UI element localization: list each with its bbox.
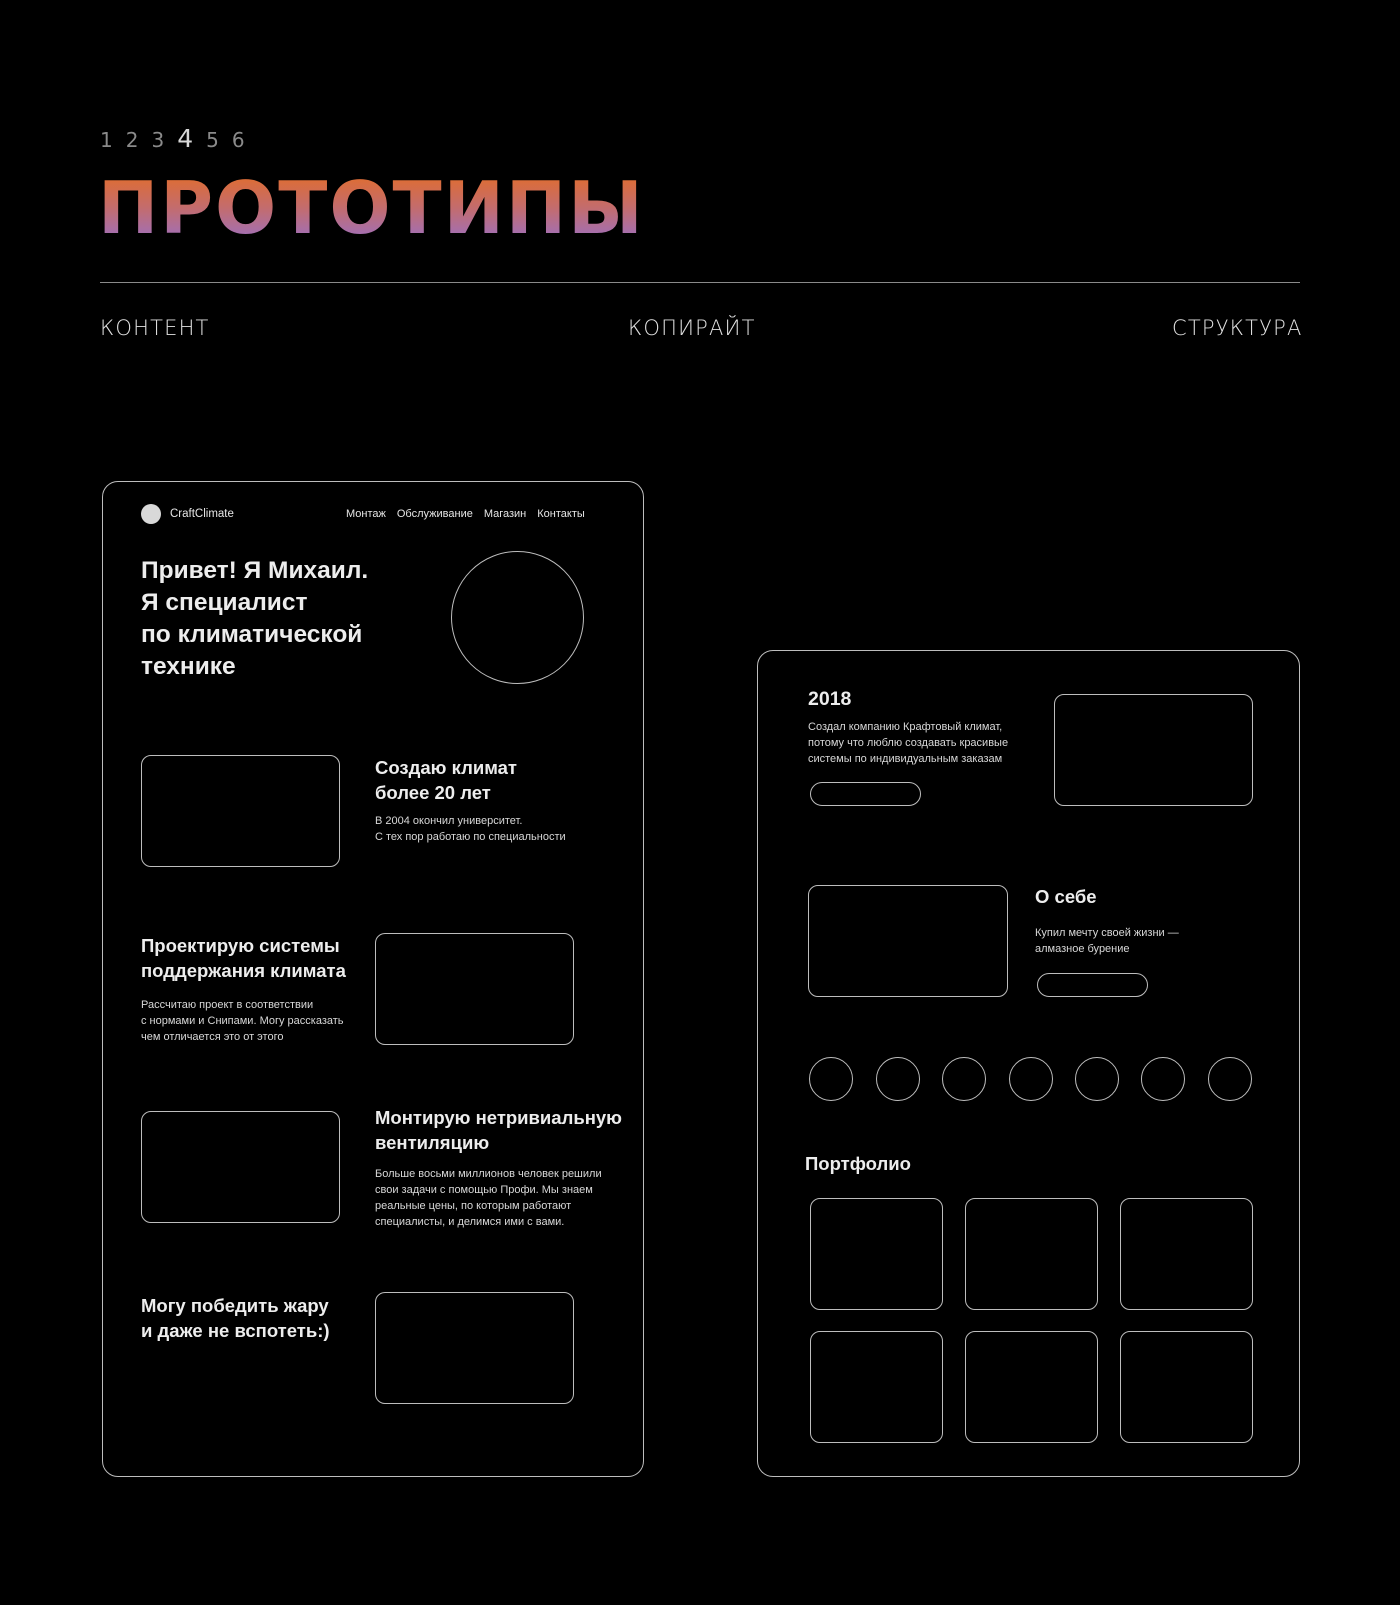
section-title: Проектирую системы поддержания климата <box>141 935 346 981</box>
section-title: Монтирую нетривиальную вентиляцию <box>375 1107 622 1153</box>
step-indicator <box>100 124 245 153</box>
logo-text[interactable]: CraftClimate <box>170 508 234 520</box>
portfolio-item[interactable] <box>965 1198 1098 1310</box>
nav-item-mounting[interactable]: Монтаж <box>346 508 386 520</box>
section-text: Рассчитаю проект в соответствии с нормами и Снипами. Могу рассказать чем отличается это от этого <box>141 999 344 1043</box>
portfolio-item[interactable] <box>810 1198 943 1310</box>
image-placeholder <box>808 885 1008 997</box>
year-text: Создал компанию Крафтовый климат, потому что люблю создавать красивые системы по индивидуальным заказам <box>808 721 1009 765</box>
step-5[interactable]: 5 <box>206 128 219 152</box>
circle-placeholder[interactable] <box>1009 1057 1053 1101</box>
category-copywriting: КОПИРАЙТ <box>628 316 756 340</box>
category-structure: СТРУКТУРА <box>1172 316 1303 340</box>
nav-item-shop[interactable]: Магазин <box>483 508 527 520</box>
top-nav <box>346 508 585 520</box>
page-title: ПРОТОТИПЫ <box>98 166 645 250</box>
step-2[interactable]: 2 <box>125 128 139 152</box>
nav-item-contacts[interactable]: Контакты <box>537 508 585 520</box>
about-heading: О себе <box>1035 886 1097 907</box>
avatar-placeholder <box>451 551 584 684</box>
year-heading: 2018 <box>808 688 852 710</box>
step-3[interactable]: 3 <box>151 128 165 152</box>
section-title: Создаю климат более 20 лет <box>375 757 517 803</box>
more-button[interactable] <box>810 782 921 806</box>
section-title: Могу победить жару и даже не вспотеть:) <box>141 1295 330 1341</box>
portfolio-item[interactable] <box>1120 1198 1253 1310</box>
portfolio-item[interactable] <box>1120 1331 1253 1443</box>
image-placeholder <box>1054 694 1253 806</box>
about-text: Купил мечту своей жизни — алмазное бурение <box>1035 927 1179 955</box>
image-placeholder <box>141 1111 340 1223</box>
nav-item-service[interactable]: Обслуживание <box>396 508 473 520</box>
image-placeholder <box>141 755 340 867</box>
circle-placeholder[interactable] <box>809 1057 853 1101</box>
image-placeholder <box>375 1292 574 1404</box>
logo-icon <box>141 504 161 524</box>
portfolio-item[interactable] <box>965 1331 1098 1443</box>
step-6[interactable]: 6 <box>231 128 245 152</box>
section-text: Больше восьми миллионов человек решили свои задачи с помощью Профи. Мы знаем реальные цены, по которым работают специалисты, и делимся ими с вами. <box>375 1168 602 1228</box>
circle-placeholder[interactable] <box>1141 1057 1185 1101</box>
circle-placeholder[interactable] <box>876 1057 920 1101</box>
circle-placeholder[interactable] <box>1075 1057 1119 1101</box>
circle-placeholder[interactable] <box>942 1057 986 1101</box>
hero-heading: Привет! Я Михаил. Я специалист по климатической технике <box>141 557 369 680</box>
step-4[interactable]: 4 <box>177 124 194 153</box>
section-text: В 2004 окончил университет. С тех пор работаю по специальности <box>375 815 566 843</box>
more-button[interactable] <box>1037 973 1148 997</box>
image-placeholder <box>375 933 574 1045</box>
portfolio-heading: Портфолио <box>805 1153 911 1174</box>
category-content: КОНТЕНТ <box>100 316 210 340</box>
divider <box>100 282 1300 283</box>
portfolio-item[interactable] <box>810 1331 943 1443</box>
circle-placeholder[interactable] <box>1208 1057 1252 1101</box>
step-1[interactable]: 1 <box>100 128 113 152</box>
